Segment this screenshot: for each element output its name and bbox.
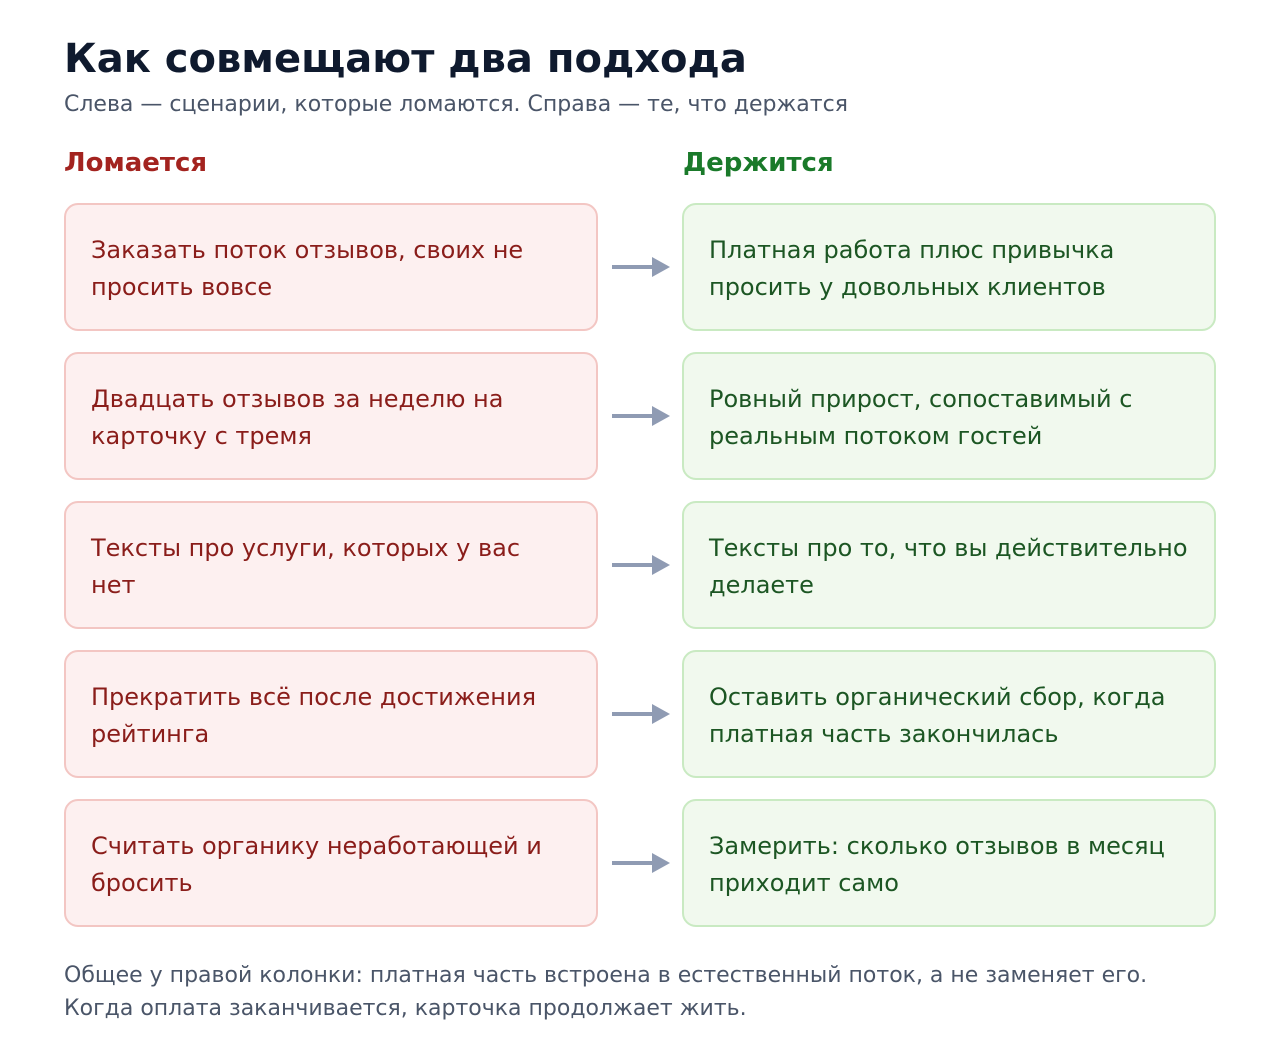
arrow-right-icon: [612, 553, 670, 577]
holds-card: Замерить: сколько отзывов в месяц приходит само: [682, 799, 1216, 927]
arrow-right-icon: [612, 851, 670, 875]
comparison-row: [64, 650, 1216, 778]
column-heading-breaks: Ломается: [64, 148, 208, 178]
comparison-row: [64, 501, 1216, 629]
column-heading-holds: Держится: [683, 148, 834, 178]
comparison-row: [64, 799, 1216, 927]
arrow-right-icon: [612, 404, 670, 428]
breaks-card: Считать органику неработающей и бросить: [64, 799, 598, 927]
breaks-card: Заказать поток отзывов, своих не просить вовсе: [64, 203, 598, 331]
breaks-card: Двадцать отзывов за неделю на карточку с тремя: [64, 352, 598, 480]
comparison-row: [64, 352, 1216, 480]
comparison-rows: [64, 203, 1216, 948]
comparison-row: [64, 203, 1216, 331]
page-title: Как совмещают два подхода: [64, 36, 747, 82]
holds-card: Оставить органический сбор, когда платная часть закончилась: [682, 650, 1216, 778]
breaks-card: Прекратить всё после достижения рейтинга: [64, 650, 598, 778]
arrow-right-icon: [612, 702, 670, 726]
page-subtitle: Слева — сценарии, которые ломаются. Справа — те, что держатся: [64, 92, 848, 117]
breaks-card: Тексты про услуги, которых у вас нет: [64, 501, 598, 629]
holds-card: Тексты про то, что вы действительно делаете: [682, 501, 1216, 629]
holds-card: Ровный прирост, сопоставимый с реальным потоком гостей: [682, 352, 1216, 480]
holds-card: Платная работа плюс привычка просить у довольных клиентов: [682, 203, 1216, 331]
footer-note: Общее у правой колонки: платная часть встроена в естественный поток, а не заменяет его. Когда оплата заканчивается, карточка продолжает жить.: [64, 963, 1148, 1021]
arrow-right-icon: [612, 255, 670, 279]
